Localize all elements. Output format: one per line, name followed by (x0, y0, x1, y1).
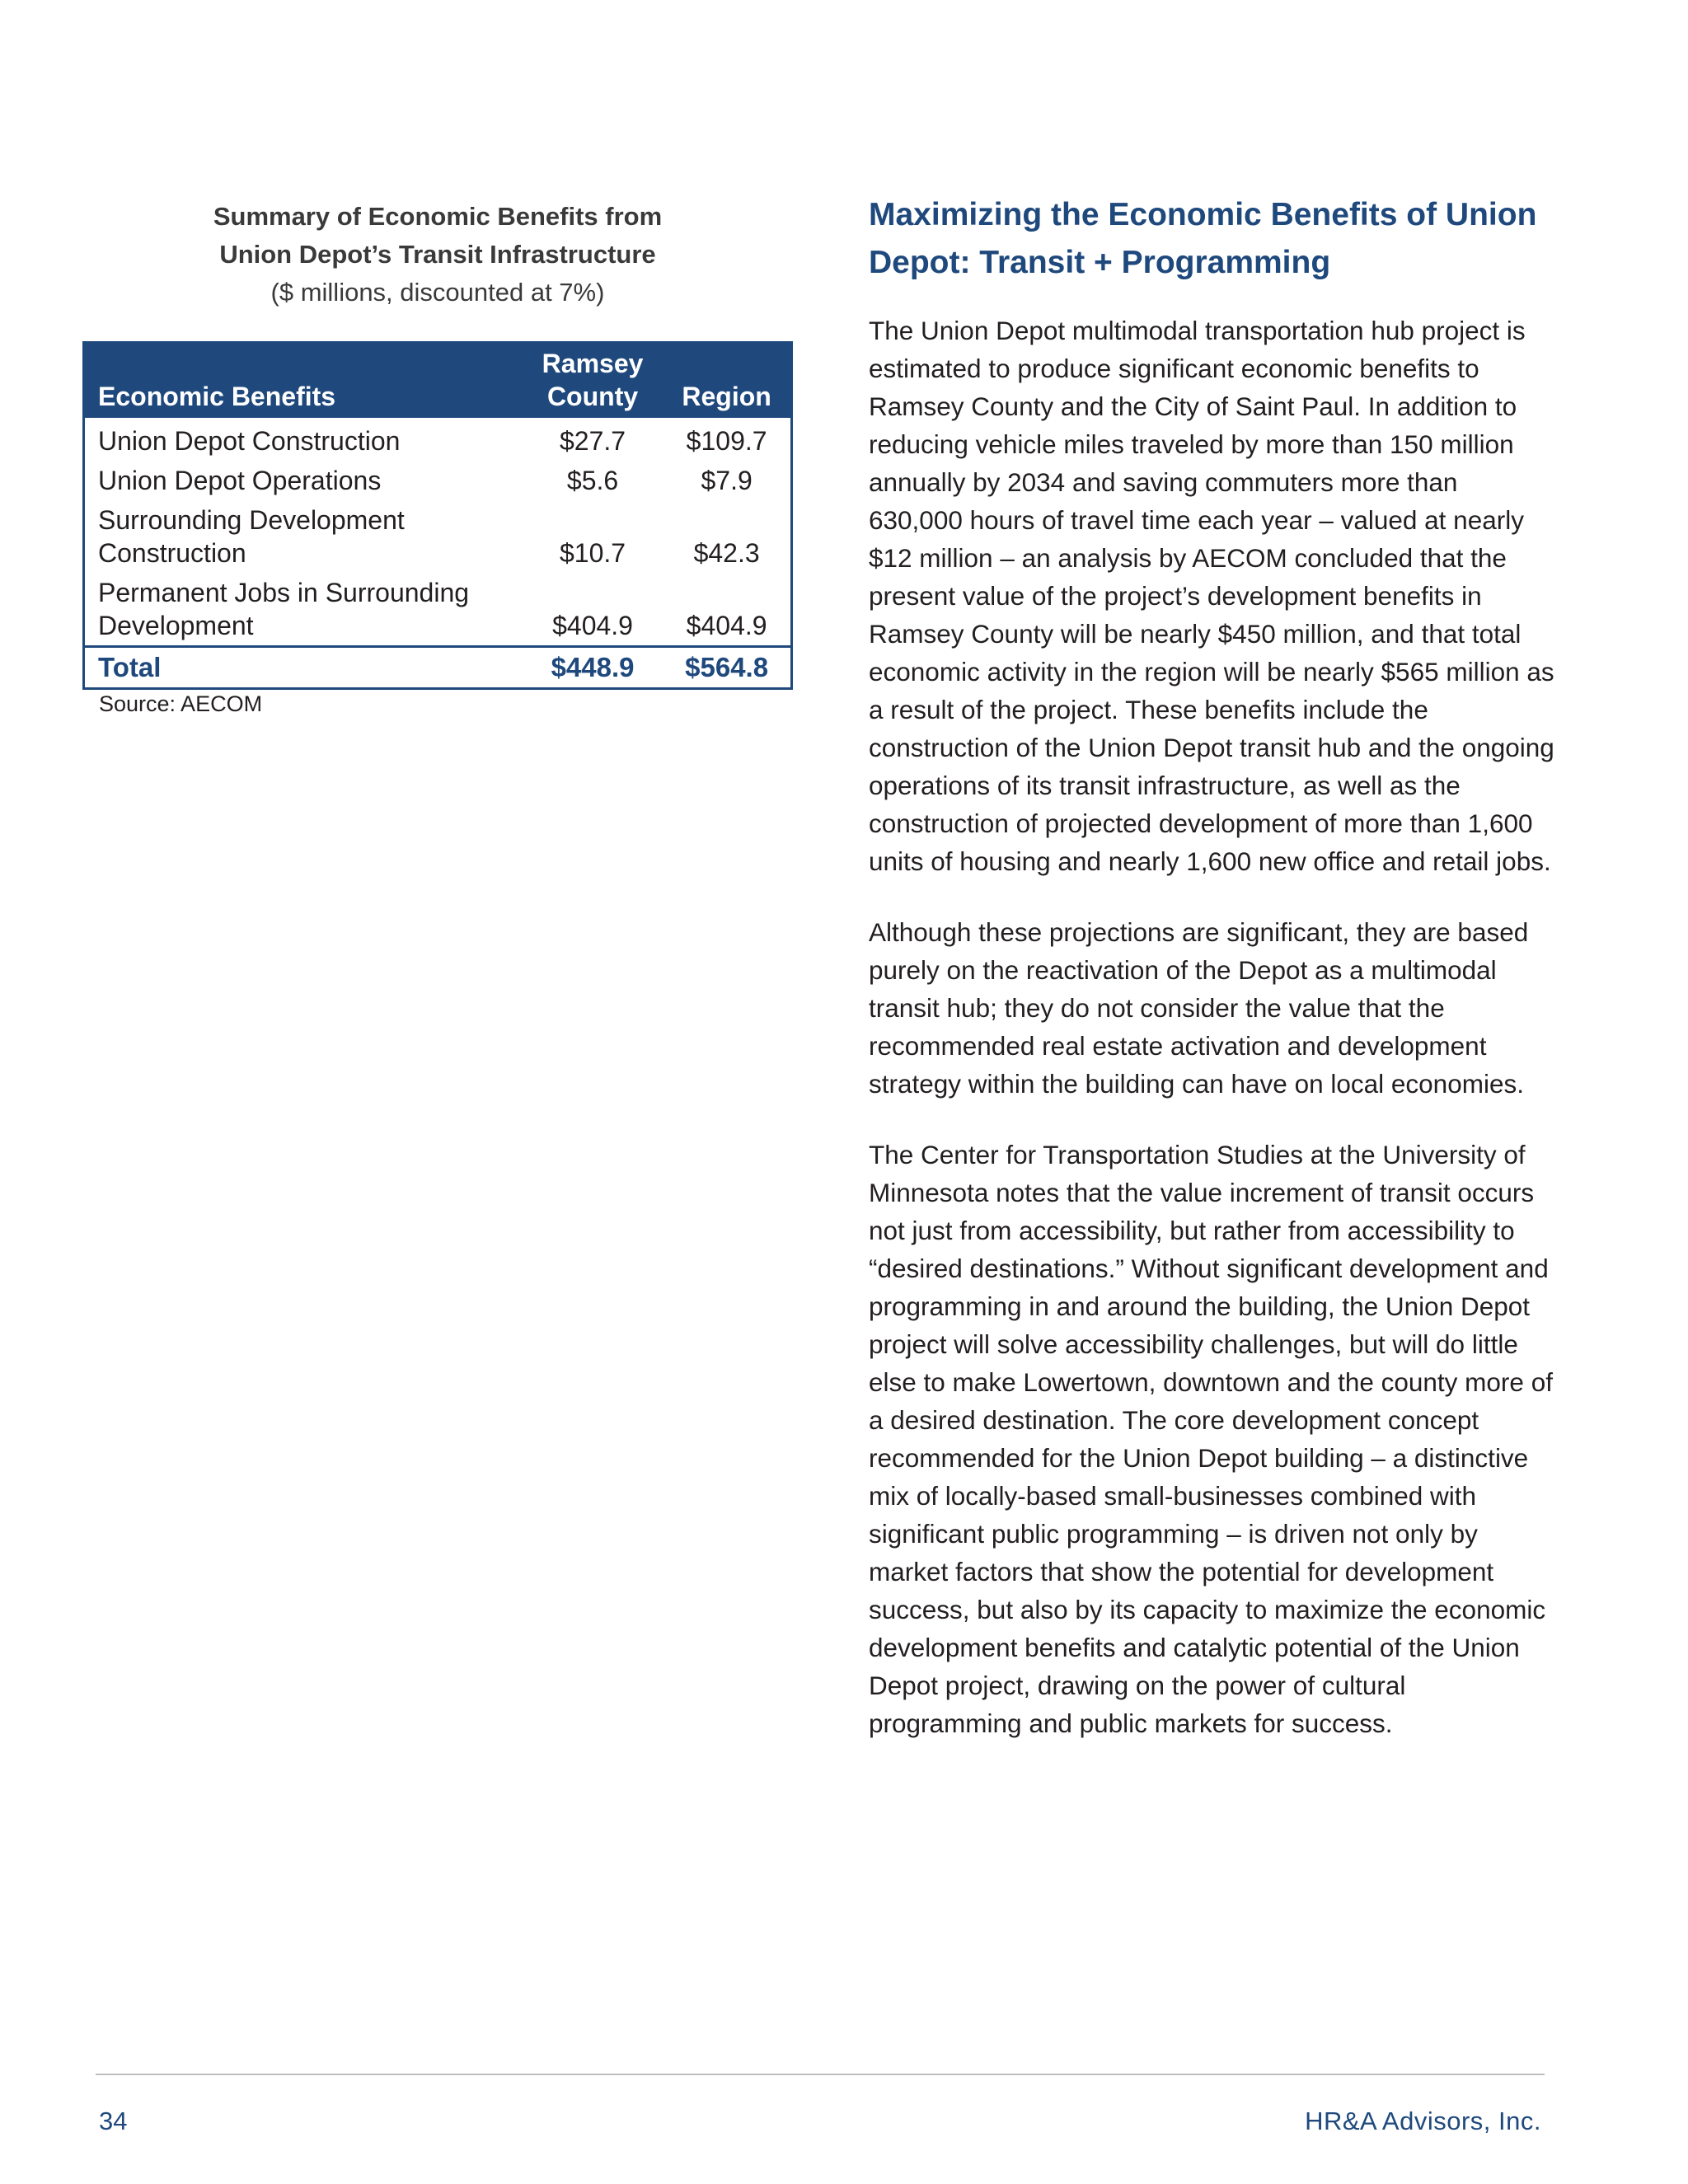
row-region-value: $404.9 (686, 611, 767, 640)
total-region-value: $564.8 (663, 647, 791, 689)
row-label (84, 500, 523, 573)
table-title-line2: Union Depot’s Transit Infrastructure (219, 240, 656, 269)
paragraph: The Union Depot multimodal transportation hub project is estimated to produce significant economic benefits to Ramsey County and the City of Saint Paul. In addition to reducing vehicle miles traveled by more than 150 million annually by 2034 and saving commuters more than 630,000 hours of travel time each year – valued at nearly $12 million – an analysis by AECOM concluded that the present value of the project’s development benefits in Ramsey County will be nearly $450 million, and that total economic activity in the region will be nearly $565 million as a result of the project. These benefits include the construction of the Union Depot transit hub and the ongoing operations of its transit infrastructure, as well as the construction of projected development of more than 1,600 units of housing and nearly 1,600 new office and retail jobs. (869, 316, 1554, 876)
footer-divider (96, 2074, 1545, 2075)
section-heading (869, 191, 1558, 287)
row-label: Union Depot Construction (98, 426, 401, 456)
table-row (84, 500, 792, 573)
row-label-line1: Permanent Jobs in Surrounding (98, 578, 470, 607)
table-row (84, 418, 792, 461)
total-ramsey-value: $448.9 (523, 647, 663, 689)
table-caption (82, 198, 793, 312)
row-ramsey-value: $27.7 (560, 426, 626, 456)
row-region-value: $42.3 (693, 538, 760, 568)
table-total-row (84, 647, 792, 689)
section-heading-line2: Depot: Transit + Programming (869, 245, 1331, 280)
section-heading-line1: Maximizing the Economic Benefits of Union (869, 197, 1537, 232)
table-source-note: Source: AECOM (99, 691, 263, 716)
table-row (84, 573, 792, 647)
footer-firm-name: HR&A Advisors, Inc. (1305, 2107, 1541, 2135)
row-region-value: $7.9 (701, 466, 753, 495)
economic-benefits-table (82, 341, 793, 690)
row-label-line2: Development (98, 611, 254, 640)
row-ramsey-value: $5.6 (566, 466, 619, 495)
header-ramsey-county (523, 343, 663, 419)
paragraph: The Center for Transportation Studies at the University of Minnesota notes that the value increment of transit occurs not just from accessibility, but rather from accessibility to “desired destinations.” Without significant development and programming in and around the building, the Union Depot project will solve accessibility challenges, but will do little else to make Lowertown, downtown and the county more of a desired destination. The core development concept recommended for the Union Depot building – a distinctive mix of locally-based small-businesses combined with significant public programming – is driven not only by market factors that show the potential for development success, but also by its capacity to maximize the economic development benefits and catalytic potential of the Union Depot project, drawing on the power of cultural programming and public markets for success. (869, 1140, 1553, 1738)
row-ramsey-value: $10.7 (560, 538, 626, 568)
row-label-line2: Construction (98, 538, 246, 568)
table-header-row (84, 343, 792, 419)
page-number: 34 (99, 2107, 128, 2135)
header-economic-benefits: Economic Benefits (84, 343, 523, 419)
total-label: Total (84, 647, 523, 689)
header-ramsey-county-line1: Ramsey (542, 349, 644, 378)
table-section (82, 198, 793, 717)
article-body (869, 191, 1558, 1775)
header-ramsey-county-line2: County (546, 382, 639, 411)
row-label: Union Depot Operations (98, 466, 382, 495)
paragraph: Although these projections are significant, they are based purely on the reactivation of the Depot as a multimodal transit hub; they do not consider the value that the recommended real estate activation and development strategy within the building can have on local economies. (869, 917, 1529, 1099)
header-region: Region (663, 343, 791, 419)
table-subtitle: ($ millions, discounted at 7%) (270, 278, 605, 307)
row-label (84, 573, 523, 647)
table-title-line1: Summary of Economic Benefits from (213, 202, 663, 231)
row-ramsey-value: $404.9 (552, 611, 633, 640)
row-region-value: $109.7 (686, 426, 767, 456)
row-label-line1: Surrounding Development (98, 505, 405, 535)
table-row (84, 461, 792, 500)
